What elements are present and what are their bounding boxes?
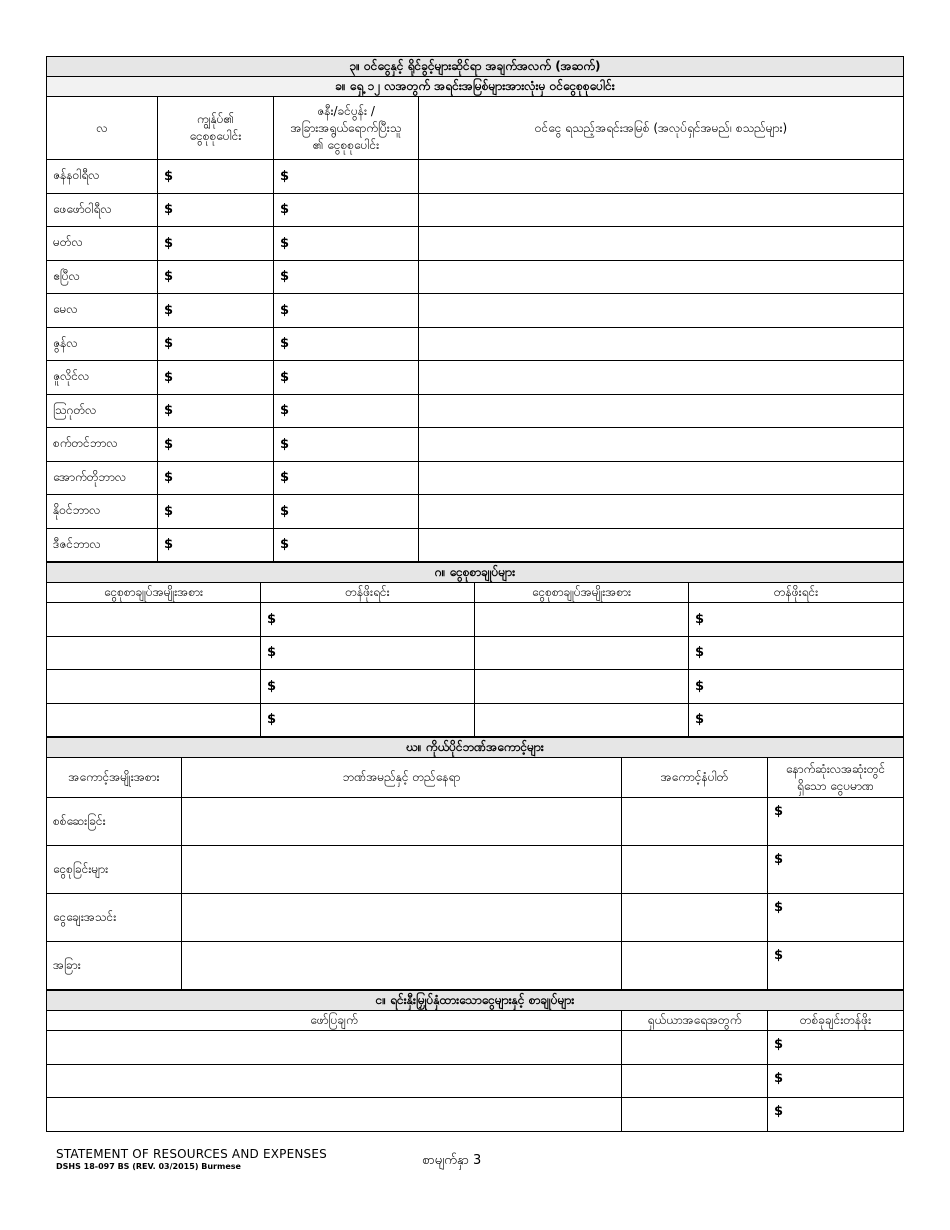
currency-sign: $ bbox=[280, 168, 290, 184]
insurance-table bbox=[46, 562, 904, 737]
currency-sign: $ bbox=[695, 712, 705, 728]
insurance-type-field[interactable] bbox=[47, 670, 261, 704]
account-type-label: စစ်ဆေးခြင်း bbox=[47, 798, 182, 846]
bank-name-field[interactable] bbox=[182, 894, 622, 942]
self-amount-field[interactable] bbox=[158, 160, 274, 194]
asset-description-field[interactable] bbox=[47, 1064, 622, 1098]
insurance-value-field[interactable] bbox=[261, 703, 475, 737]
income-row bbox=[47, 193, 904, 227]
month-label: စက်တင်ဘာလ bbox=[47, 428, 158, 462]
month-label: မတ်လ bbox=[47, 227, 158, 261]
self-amount-field[interactable] bbox=[158, 327, 274, 361]
currency-sign: $ bbox=[280, 269, 290, 285]
self-amount-field[interactable] bbox=[158, 394, 274, 428]
spouse-amount-field[interactable] bbox=[274, 361, 419, 395]
currency-sign: $ bbox=[774, 1070, 784, 1086]
account-type-label: အခြား bbox=[47, 942, 182, 990]
insurance-value-field[interactable] bbox=[689, 670, 904, 704]
currency-sign: $ bbox=[164, 302, 174, 318]
self-amount-field[interactable] bbox=[158, 495, 274, 529]
spouse-amount-field[interactable] bbox=[274, 428, 419, 462]
currency-sign: $ bbox=[164, 235, 174, 251]
accounts-table bbox=[46, 737, 904, 990]
insurance-value-field[interactable] bbox=[689, 703, 904, 737]
income-source-field[interactable] bbox=[419, 327, 904, 361]
insurance-row bbox=[47, 670, 904, 704]
form-title: STATEMENT OF RESOURCES AND EXPENSES bbox=[56, 1147, 327, 1161]
month-label: ဩဂုတ်လ bbox=[47, 394, 158, 428]
asset-value-header: တစ်ခုချင်းတန်ဖိုး bbox=[768, 1011, 904, 1031]
account-row bbox=[47, 846, 904, 894]
footer bbox=[56, 1147, 327, 1171]
balance-field[interactable] bbox=[768, 846, 904, 894]
month-header: လ bbox=[47, 97, 158, 160]
currency-sign: $ bbox=[164, 369, 174, 385]
insurance-value-field[interactable] bbox=[689, 603, 904, 637]
asset-description-field[interactable] bbox=[47, 1031, 622, 1065]
accounts-header-row bbox=[47, 758, 904, 798]
form-page bbox=[46, 56, 903, 1132]
income-row bbox=[47, 528, 904, 562]
currency-sign: $ bbox=[164, 537, 174, 553]
balance-field[interactable] bbox=[768, 942, 904, 990]
insurance-type-field[interactable] bbox=[475, 703, 689, 737]
insurance-type-field[interactable] bbox=[47, 703, 261, 737]
currency-sign: $ bbox=[267, 678, 277, 694]
bank-name-field[interactable] bbox=[182, 942, 622, 990]
income-row bbox=[47, 260, 904, 294]
insurance-type-field[interactable] bbox=[47, 636, 261, 670]
insurance-value-field[interactable] bbox=[261, 603, 475, 637]
self-amount-field[interactable] bbox=[158, 461, 274, 495]
bank-name-header: ဘဏ်အမည်နှင့် တည်နေရာ bbox=[182, 758, 622, 798]
account-number-field[interactable] bbox=[622, 894, 768, 942]
self-amount-field[interactable] bbox=[158, 361, 274, 395]
month-label: အောက်တိုဘာလ bbox=[47, 461, 158, 495]
insurance-type-header: ငွေစုစာချုပ်အမျိုးအစား bbox=[47, 583, 261, 603]
income-row bbox=[47, 227, 904, 261]
currency-sign: $ bbox=[280, 470, 290, 486]
asset-row bbox=[47, 1031, 904, 1065]
assets-header-row bbox=[47, 1011, 904, 1031]
currency-sign: $ bbox=[267, 645, 277, 661]
income-row bbox=[47, 361, 904, 395]
income-source-field[interactable] bbox=[419, 227, 904, 261]
balance-header: နောက်ဆုံးလအဆုံးတွင် ရှိသော ငွေပမာဏ bbox=[768, 758, 904, 798]
currency-sign: $ bbox=[164, 336, 174, 352]
spouse-amount-field[interactable] bbox=[274, 495, 419, 529]
income-source-field[interactable] bbox=[419, 193, 904, 227]
insurance-row bbox=[47, 636, 904, 670]
asset-row bbox=[47, 1064, 904, 1098]
income-table bbox=[46, 56, 904, 562]
asset-value-field[interactable] bbox=[768, 1064, 904, 1098]
currency-sign: $ bbox=[267, 611, 277, 627]
currency-sign: $ bbox=[280, 202, 290, 218]
insurance-row bbox=[47, 603, 904, 637]
currency-sign: $ bbox=[280, 403, 290, 419]
income-row bbox=[47, 327, 904, 361]
account-type-label: ငွေချေးအသင်း bbox=[47, 894, 182, 942]
currency-sign: $ bbox=[267, 712, 277, 728]
spouse-amount-field[interactable] bbox=[274, 394, 419, 428]
asset-description-header: ဖော်ပြချက် bbox=[47, 1011, 622, 1031]
section-title: ၃။ ဝင်ငွေနှင့် ရိုင်ခွင့်များဆိုင်ရာ အချက်အလက် (အဆက်) bbox=[47, 57, 904, 77]
month-label: နိုဝင်ဘာလ bbox=[47, 495, 158, 529]
income-row bbox=[47, 394, 904, 428]
insurance-title: ဂ။ ငွေစုစာချုပ်များ bbox=[47, 563, 904, 583]
self-amount-field[interactable] bbox=[158, 294, 274, 328]
month-label: ဇူလိုင်လ bbox=[47, 361, 158, 395]
assets-title: င။ ရင်းနှီးမြှုပ်နှံထားသောငွေများနှင့် စာချုပ်များ bbox=[47, 991, 904, 1011]
account-type-label: ငွေစုခြင်းများ bbox=[47, 846, 182, 894]
income-title: ခ။ ရှေ့ ၁၂ လအတွက် အရင်းအမြစ်များအားလုံးမှ ဝင်ငွေစုစုပေါင်း bbox=[47, 77, 904, 97]
currency-sign: $ bbox=[774, 900, 784, 915]
currency-sign: $ bbox=[774, 804, 784, 819]
currency-sign: $ bbox=[774, 948, 784, 963]
income-source-field[interactable] bbox=[419, 495, 904, 529]
currency-sign: $ bbox=[164, 403, 174, 419]
asset-value-field[interactable] bbox=[768, 1031, 904, 1065]
currency-sign: $ bbox=[774, 1104, 784, 1119]
self-amount-field[interactable] bbox=[158, 528, 274, 562]
insurance-value-field[interactable] bbox=[261, 670, 475, 704]
self-amount-field[interactable] bbox=[158, 428, 274, 462]
self-amount-field[interactable] bbox=[158, 193, 274, 227]
account-row bbox=[47, 894, 904, 942]
asset-description-field[interactable] bbox=[47, 1098, 622, 1132]
income-row bbox=[47, 495, 904, 529]
income-source-header: ဝင်ငွေ ရသည့်အရင်းအမြစ် (အလုပ်ရှင်အမည်၊ စသည်များ) bbox=[419, 97, 904, 160]
currency-sign: $ bbox=[164, 202, 174, 218]
self-amount-field[interactable] bbox=[158, 227, 274, 261]
spouse-amount-field[interactable] bbox=[274, 227, 419, 261]
currency-sign: $ bbox=[164, 503, 174, 519]
spouse-amount-field[interactable] bbox=[274, 260, 419, 294]
account-row bbox=[47, 798, 904, 846]
income-row bbox=[47, 160, 904, 194]
insurance-value-header-2: တန်ဖိုးရင်း bbox=[689, 583, 904, 603]
insurance-type-field[interactable] bbox=[475, 636, 689, 670]
asset-shares-field[interactable] bbox=[622, 1098, 768, 1132]
income-row bbox=[47, 294, 904, 328]
account-number-field[interactable] bbox=[622, 846, 768, 894]
insurance-value-header: တန်ဖိုးရင်း bbox=[261, 583, 475, 603]
income-source-field[interactable] bbox=[419, 528, 904, 562]
insurance-type-field[interactable] bbox=[47, 603, 261, 637]
month-label: ဇန်နဝါရီလ bbox=[47, 160, 158, 194]
insurance-value-field[interactable] bbox=[689, 636, 904, 670]
currency-sign: $ bbox=[280, 436, 290, 452]
currency-sign: $ bbox=[280, 503, 290, 519]
account-number-field[interactable] bbox=[622, 798, 768, 846]
account-row bbox=[47, 942, 904, 990]
currency-sign: $ bbox=[695, 645, 705, 661]
insurance-value-field[interactable] bbox=[261, 636, 475, 670]
currency-sign: $ bbox=[280, 302, 290, 318]
spouse-amount-field[interactable] bbox=[274, 528, 419, 562]
accounts-title: ဃ။ ကိုယ်ပိုင်ဘဏ်အကောင့်များ bbox=[47, 738, 904, 758]
asset-shares-header: ရှယ်ယာအရေအတွက် bbox=[622, 1011, 768, 1031]
account-type-header: အကောင့်အမျိုးအစား bbox=[47, 758, 182, 798]
bank-name-field[interactable] bbox=[182, 798, 622, 846]
month-label: ဇွန်လ bbox=[47, 327, 158, 361]
currency-sign: $ bbox=[695, 611, 705, 627]
income-source-field[interactable] bbox=[419, 361, 904, 395]
self-total-header: ကျွန်ုပ်၏ ငွေစုစုပေါင်း bbox=[158, 97, 274, 160]
month-label: ဖေဖော်ဝါရီလ bbox=[47, 193, 158, 227]
income-header-row bbox=[47, 97, 904, 160]
insurance-row bbox=[47, 703, 904, 737]
income-row bbox=[47, 461, 904, 495]
asset-row bbox=[47, 1098, 904, 1132]
spouse-amount-field[interactable] bbox=[274, 294, 419, 328]
balance-field[interactable] bbox=[768, 798, 904, 846]
spouse-amount-field[interactable] bbox=[274, 193, 419, 227]
spouse-total-header: ဇနီး/ခင်ပွန်း / အခြားအရွယ်ရောက်ပြီးသူ ၏ ငွေစုစုပေါင်း bbox=[274, 97, 419, 160]
income-source-field[interactable] bbox=[419, 160, 904, 194]
income-source-field[interactable] bbox=[419, 461, 904, 495]
assets-table bbox=[46, 990, 904, 1132]
currency-sign: $ bbox=[164, 436, 174, 452]
spouse-amount-field[interactable] bbox=[274, 461, 419, 495]
currency-sign: $ bbox=[164, 470, 174, 486]
account-number-header: အကောင့်နံပါတ် bbox=[622, 758, 768, 798]
insurance-type-header-2: ငွေစုစာချုပ်အမျိုးအစား bbox=[475, 583, 689, 603]
income-source-field[interactable] bbox=[419, 428, 904, 462]
asset-shares-field[interactable] bbox=[622, 1064, 768, 1098]
currency-sign: $ bbox=[280, 537, 290, 553]
income-source-field[interactable] bbox=[419, 394, 904, 428]
currency-sign: $ bbox=[695, 678, 705, 694]
income-source-field[interactable] bbox=[419, 294, 904, 328]
currency-sign: $ bbox=[774, 852, 784, 867]
currency-sign: $ bbox=[774, 1037, 784, 1052]
month-label: ဒီဇင်ဘာလ bbox=[47, 528, 158, 562]
balance-field[interactable] bbox=[768, 894, 904, 942]
insurance-header-row bbox=[47, 583, 904, 603]
currency-sign: $ bbox=[280, 336, 290, 352]
self-amount-field[interactable] bbox=[158, 260, 274, 294]
asset-shares-field[interactable] bbox=[622, 1031, 768, 1065]
bank-name-field[interactable] bbox=[182, 846, 622, 894]
currency-sign: $ bbox=[164, 269, 174, 285]
currency-sign: $ bbox=[164, 168, 174, 184]
insurance-type-field[interactable] bbox=[475, 603, 689, 637]
account-number-field[interactable] bbox=[622, 942, 768, 990]
insurance-type-field[interactable] bbox=[475, 670, 689, 704]
currency-sign: $ bbox=[280, 369, 290, 385]
income-source-field[interactable] bbox=[419, 260, 904, 294]
month-label: မေလ bbox=[47, 294, 158, 328]
page-number: စာမျက်နှာ 3 bbox=[422, 1153, 482, 1168]
currency-sign: $ bbox=[280, 235, 290, 251]
spouse-amount-field[interactable] bbox=[274, 160, 419, 194]
form-id: DSHS 18-097 BS (REV. 03/2015) Burmese bbox=[56, 1162, 241, 1171]
asset-value-field[interactable] bbox=[768, 1098, 904, 1132]
month-label: ဧပြီလ bbox=[47, 260, 158, 294]
spouse-amount-field[interactable] bbox=[274, 327, 419, 361]
income-row bbox=[47, 428, 904, 462]
